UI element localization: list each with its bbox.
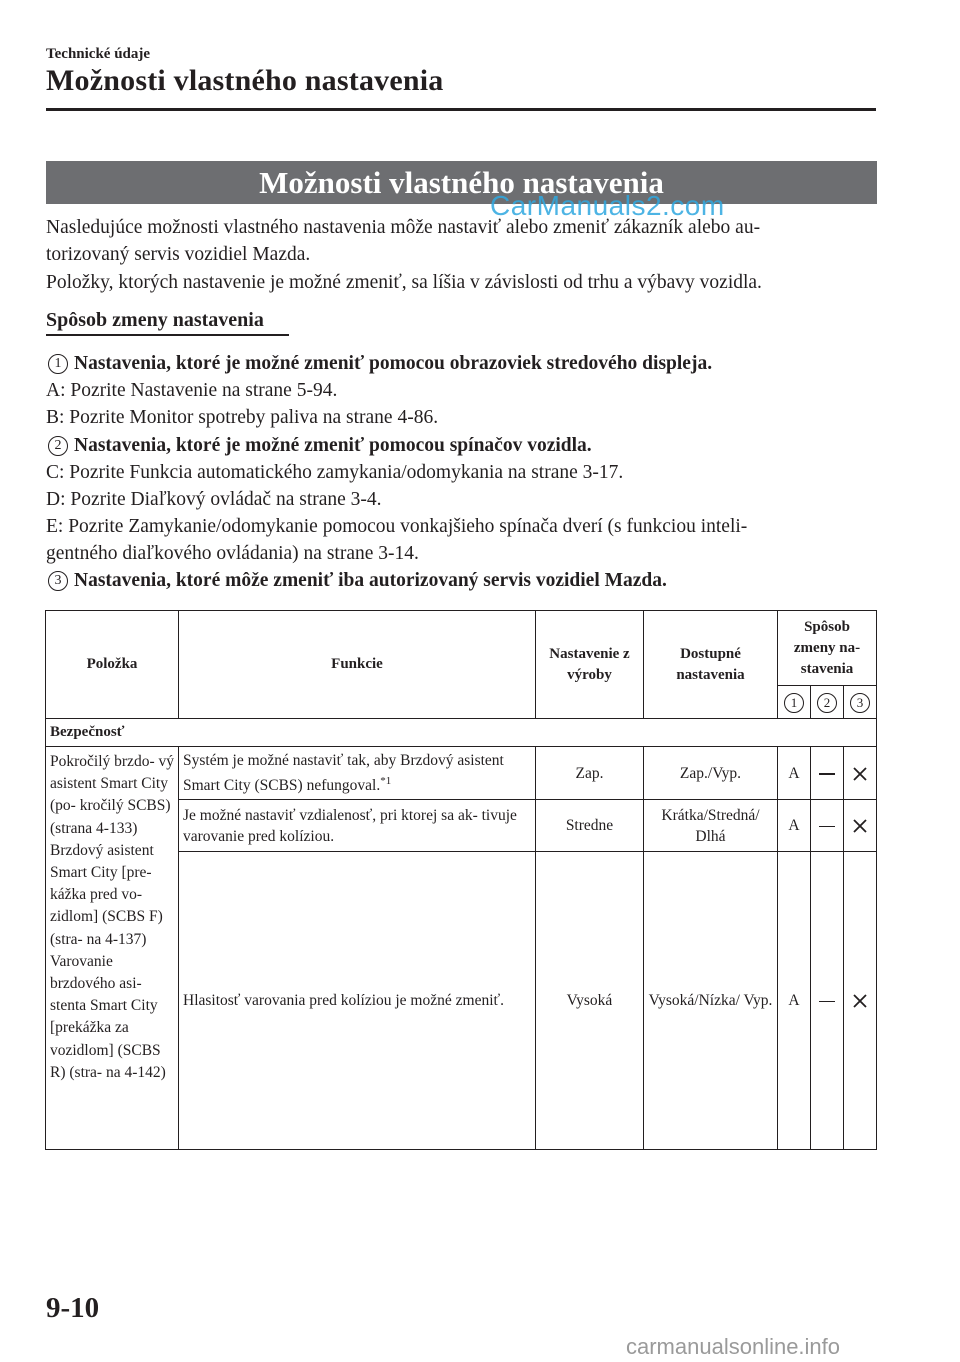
intro-paragraph-1 [46,214,880,268]
footnote-marker: *1 [380,774,392,787]
header-item: Položka [46,611,179,719]
dash-icon [819,1001,835,1003]
table-row-method-2 [811,852,844,1150]
table-row-method-2 [811,800,844,852]
intro-line-2: torizovaný servis vozidiel Mazda. [46,244,311,265]
method-item-e-cont: gentného diaľkového ovládania) na strane 3-14. [46,543,419,564]
circled-number-2-icon: 2 [817,693,837,713]
table-row-method-3 [844,800,877,852]
dash-icon [819,773,835,775]
method-item-a: A: Pozrite Nastavenie na strane 5-94. [46,380,338,401]
section-banner: Možnosti vlastného nastavenia [46,161,877,204]
method-item-c: C: Pozrite Funkcia automatického zamykania/odomykania na strane 3-17. [46,462,624,483]
cross-icon [852,818,868,834]
table-row-method-3 [844,852,877,1150]
intro-line-1: Nasledujúce možnosti vlastného nastavenia môže nastaviť alebo zmeniť zákazník alebo au- [46,217,761,238]
page-title: Možnosti vlastného nastavenia [46,64,444,97]
section-safety: Bezpečnosť [46,719,877,747]
intro-paragraph-2: Položky, ktorých nastavenie je možné zmeniť, sa líšia v závislosti od trhu a výbavy vozidla. [46,272,762,293]
circled-number-3-icon: 3 [48,571,68,591]
header-available-settings: Dostupné nastavenia [644,611,778,719]
table-row-available: Krátka/Stredná/ Dlhá [644,800,778,852]
method-item-3: 3 Nastavenia, ktoré môže zmeniť iba autorizovaný servis vozidiel Mazda. [46,567,667,594]
header-function: Funkcie [179,611,536,719]
circled-number-1-icon: 1 [48,354,68,374]
table-row-factory: Zap. [536,747,644,800]
footer-site-watermark: carmanualsonline.info [626,1334,841,1359]
header-change-method: Spôsob zmeny na- stavenia [778,611,877,686]
header-factory-setting: Nastavenie z výroby [536,611,644,719]
cross-icon [852,993,868,1009]
table-row-method-1: A [778,852,811,1150]
header-method-2 [811,686,844,719]
table-row-function: Hlasitosť varovania pred kolíziou je možné zmeniť. [179,852,536,1150]
method-item-e: E: Pozrite Zamykanie/odomykanie pomocou vonkajšieho spínača dverí (s funkciou inteli- [46,516,748,537]
table-row-factory: Vysoká [536,852,644,1150]
circled-number-2-icon: 2 [48,436,68,456]
watermark-logo: CarManuals2.com [490,190,725,221]
method-heading: Spôsob zmeny nastavenia [46,309,264,331]
table-row-method-1: A [778,747,811,800]
table-row-factory: Stredne [536,800,644,852]
page-number: 9-10 [46,1292,100,1324]
dash-icon [819,826,835,828]
table-row-available: Zap./Vyp. [644,747,778,800]
chapter-label: Technické údaje [46,46,151,62]
circled-number-3-icon: 3 [850,693,870,713]
method-heading-underline [46,334,289,336]
table-row-method-1: A [778,800,811,852]
cross-icon [852,766,868,782]
method-item-b: B: Pozrite Monitor spotreby paliva na strane 4-86. [46,407,439,428]
table-row-function: Systém je možné nastaviť tak, aby Brzdový asistent Smart City (SCBS) nefungoval.$^{*1}$ [179,747,536,800]
header-method-3 [844,686,877,719]
table-row-method-2 [811,747,844,800]
circled-number-1-icon: 1 [784,693,804,713]
method-item-2: 2 Nastavenia, ktoré je možné zmeniť pomocou spínačov vozidla. [46,432,592,459]
header-method-1 [778,686,811,719]
item-scbs: Pokročilý brzdo- vý asistent Smart City (po- kročilý SCBS) (strana 4-133) Brzdový asistent Smart City [pre- kážka pred vo- zidlom] (SCBS F) (stra- na 4-137) Varovanie brzdového asi- stenta Smart City [prekážka za vozidlom] (SCBS R) (stra- na 4-142) [46,747,179,1150]
table-row-method-3 [844,747,877,800]
method-item-d: D: Pozrite Diaľkový ovládač na strane 3-4. [46,489,382,510]
settings-table [45,610,877,1150]
title-divider [46,108,876,111]
table-row-function: Je možné nastaviť vzdialenosť, pri ktorej sa ak- tivuje varovanie pred kolíziou. [179,800,536,852]
table-row-available: Vysoká/Nízka/ Vyp. [644,852,778,1150]
method-item-1: 1 Nastavenia, ktoré je možné zmeniť pomocou obrazoviek stredového displeja. [46,350,712,377]
